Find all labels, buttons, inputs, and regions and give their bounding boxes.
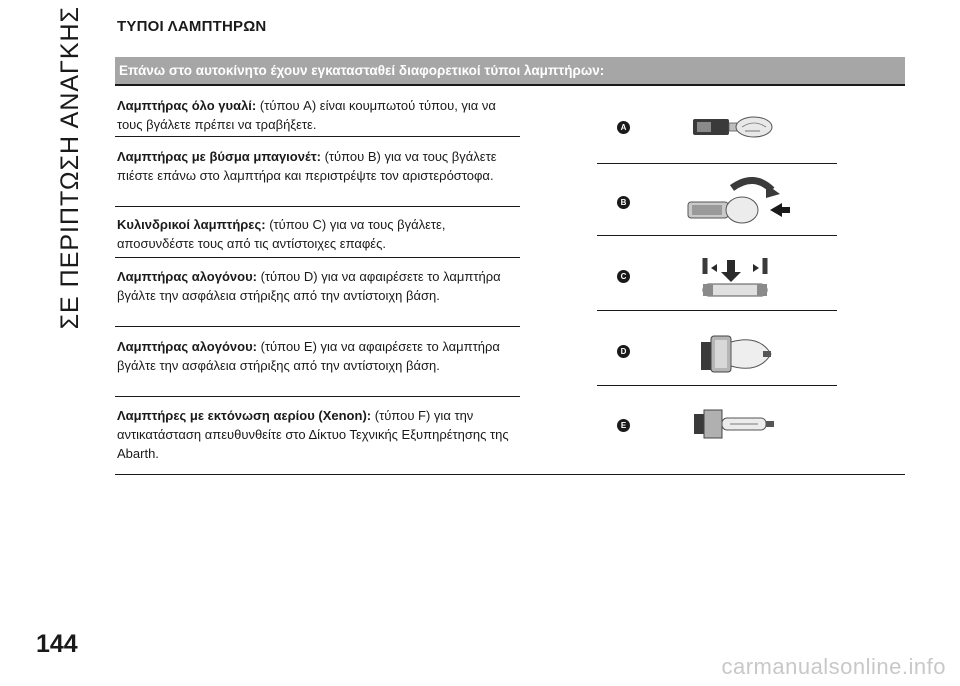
- page-number: 144: [36, 630, 78, 658]
- divider: [115, 326, 520, 327]
- lamp-item-desc: (τύπου E) για να αφαιρέσετε το λαμπτήρα βγάλτε την ασφάλεια στήριξης από την αντίστοιχη βάση.: [117, 339, 500, 373]
- lamp-item-d: [117, 267, 517, 305]
- figure-label-c: C: [617, 270, 630, 283]
- lamp-item-term: Λαμπτήρας αλογόνου:: [117, 269, 257, 284]
- section-side-tab: [50, 6, 90, 330]
- divider: [115, 206, 520, 207]
- figure-divider: [597, 310, 837, 311]
- lamp-item-term: Λαμπτήρας με βύσμα μπαγιονέτ:: [117, 149, 321, 164]
- section-bottom-rule: [115, 474, 905, 475]
- watermark: carmanualsonline.info: [721, 654, 946, 679]
- lamp-item-term: Λαμπτήρες με εκτόνωση αερίου (Xenon):: [117, 408, 372, 423]
- lamp-item-desc: (τύπου C) για να τους βγάλετε, αποσυνδέστε τους από τις αντίστοιχες επαφές.: [117, 217, 446, 251]
- divider: [115, 257, 520, 258]
- lamp-item-desc: (τύπου D) για να αφαιρέσετε το λαμπτήρα βγάλτε την ασφάλεια στήριξης από την αντίστοιχη βάση.: [117, 269, 501, 303]
- lamp-item-desc: (τύπου A) είναι κουμπωτού τύπου, για να τους βγάλετε πρέπει να τραβήξετε.: [117, 98, 496, 132]
- cylindrical-lamp-icon: [697, 254, 773, 300]
- halogen-lamp-h4-icon: [697, 324, 777, 380]
- lamp-item-term: Λαμπτήρας αλογόνου:: [117, 339, 257, 354]
- halogen-lamp-h1-icon: [690, 402, 780, 444]
- lamp-item-b: [117, 147, 517, 185]
- lamp-item-term: Κυλινδρικοί λαμπτήρες:: [117, 217, 266, 232]
- figure-divider: [597, 235, 837, 236]
- lamp-item-f: [117, 406, 517, 463]
- figure-divider: [597, 163, 837, 164]
- intro-bar: Επάνω στο αυτοκίνητο έχουν εγκατασταθεί διαφορετικοί τύποι λαμπτήρων:: [115, 57, 905, 86]
- divider: [115, 396, 520, 397]
- lamp-item-desc: (τύπου F) για την αντικατάσταση απευθυνθείτε στο Δίκτυο Τεχνικής Εξυπηρέτησης της Abarth.: [117, 408, 509, 461]
- figure-label-a: A: [617, 121, 630, 134]
- lamp-item-desc: (τύπου B) για να τους βγάλετε πιέστε επάνω στο λαμπτήρα και περιστρέψτε τον αριστερόστοφα.: [117, 149, 497, 183]
- figure-label-d: D: [617, 345, 630, 358]
- lamp-item-term: Λαμπτήρας όλο γυαλί:: [117, 98, 257, 113]
- figure-label-b: B: [617, 196, 630, 209]
- bayonet-lamp-icon: [682, 176, 792, 228]
- page-title: ΤΥΠΟΙ ΛΑΜΠΤΗΡΩΝ: [117, 18, 267, 35]
- section-side-tab-label: ΣΕ ΠΕΡΙΠΤΩΣΗ ΑΝΑΓΚΗΣ: [55, 6, 84, 330]
- lamp-item-a: [117, 96, 517, 134]
- figure-label-e: E: [617, 419, 630, 432]
- lamp-item-e: [117, 337, 517, 375]
- wedge-lamp-icon: [690, 107, 785, 149]
- lamp-item-c: [117, 215, 517, 253]
- figure-divider: [597, 385, 837, 386]
- divider: [115, 136, 520, 137]
